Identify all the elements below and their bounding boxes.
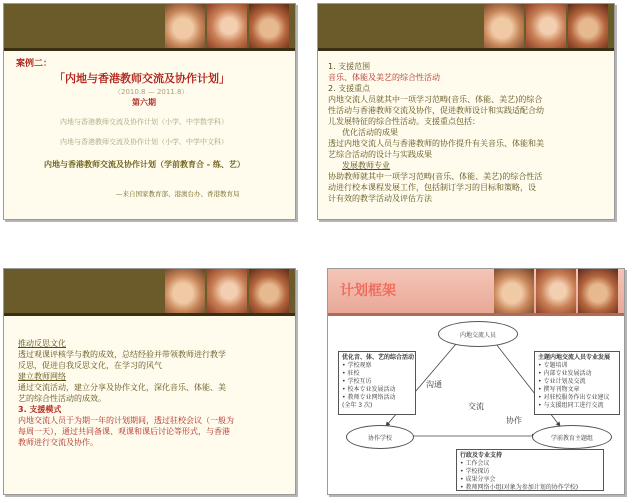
- subheading: 发展教师专业: [342, 161, 390, 170]
- text-line: 音乐、体能及美艺的综合性活动: [328, 73, 440, 82]
- text-line: 艺综合活动的设计与实践成果: [328, 150, 432, 159]
- hands-photo: [207, 269, 247, 313]
- text-line: 每周一天），通过共同备课、观课和课后讨论等形式，与香港: [18, 427, 230, 436]
- text-line: 性活动与香港教师交流及协作，促进教师设计和实践适配合幼: [328, 106, 544, 115]
- hands-photo: [536, 269, 576, 313]
- box-item: • 工作会议: [460, 460, 490, 467]
- hands-photo-strip: [484, 4, 608, 48]
- box-item: (全年 3 次): [342, 402, 373, 409]
- case-label: 案例二：: [16, 59, 53, 69]
- box-item: • 撰写刊物文章: [538, 386, 580, 393]
- box-item: • 专题培训: [538, 362, 568, 369]
- phase-label: 第六期: [132, 98, 156, 107]
- program-line: 内地与香港教师交流及协作计划（小学、中学数学科）: [60, 118, 228, 126]
- hands-photo: [494, 269, 534, 313]
- box-title: 行政及专业支持: [460, 452, 503, 459]
- box-title: 主题内地交流人员专业发展: [538, 354, 611, 361]
- hands-photo-strip: [165, 269, 289, 313]
- slide-4[interactable]: [327, 268, 625, 495]
- subheading: 推动反思文化: [18, 339, 66, 348]
- credit-line: —来自国家教育部、港澳台办、香港教育局: [116, 190, 240, 198]
- slide-title: 计划框架: [340, 283, 396, 299]
- box-item: • 与支援组同工进行交流: [538, 402, 604, 409]
- hands-photo: [484, 4, 524, 48]
- text-line: 协助教师就其中一项学习范畴(音乐、体能、美艺)的综合性活: [328, 172, 543, 181]
- hands-photo-strip: [494, 269, 618, 313]
- box-item: • 驻校: [342, 370, 360, 377]
- box-admin-support: [456, 449, 604, 491]
- box-integrated-activities: [338, 351, 416, 415]
- box-item: • 成果分享会: [460, 476, 496, 483]
- date-range: （2010.8 — 2011.8）: [114, 88, 189, 96]
- node-exchange-staff: 内地交流人员: [438, 321, 518, 347]
- slide-title: 「内地与香港教师交流及协作计划」: [54, 72, 230, 85]
- text-line: 透过内地交流人员与香港教师的协作提升有关音乐、体能和美: [328, 139, 544, 148]
- hands-photo: [165, 269, 205, 313]
- box-item: • 学校互访: [342, 378, 372, 385]
- slide-body: [4, 316, 295, 494]
- node-partner-school: 协作学校: [346, 425, 414, 449]
- text-line: 透过观课评核学与教的成效，总结经验并带领教师进行教学: [18, 350, 226, 359]
- program-highlight: 内地与香港教师交流及协作计划（学前教育合 - 练、艺）: [44, 160, 245, 169]
- hands-photo: [207, 4, 247, 48]
- hands-photo: [568, 4, 608, 48]
- box-item: • 教师专业网络活动: [342, 394, 396, 401]
- text-line: 内地交流人员于为期一年的计划期间，透过驻校会议（一般为: [18, 416, 234, 425]
- edge-label-collab: 协作: [506, 416, 522, 425]
- text-line: 儿发展特征的综合性活动。支援重点包括：: [328, 117, 480, 126]
- box-item: • 教师网络小组(对象为参加计划的协作学校): [460, 484, 579, 491]
- box-item: • 校本专业发展活动: [342, 386, 396, 393]
- slide-body: [4, 51, 295, 219]
- subheading: 建立教师网络: [18, 372, 66, 381]
- box-item: • 学校探访: [460, 468, 490, 475]
- node-preschool-team: 学前教育主题组: [532, 425, 612, 449]
- slide-3[interactable]: [3, 268, 296, 495]
- text-line: 艺的综合性活动的成效。: [18, 394, 106, 403]
- hands-photo: [526, 4, 566, 48]
- hands-photo: [249, 4, 289, 48]
- section-heading: 1. 支援范围: [328, 62, 371, 71]
- slide-body: [318, 51, 614, 219]
- text-line: 计有效的教学活动及评估方法: [328, 194, 432, 203]
- hands-photo: [249, 269, 289, 313]
- section-heading: 3. 支援模式: [18, 405, 62, 414]
- box-item: • 内部专业发展活动: [538, 370, 592, 377]
- subheading: 优化活动的成果: [342, 128, 398, 137]
- box-title: 优化音、体、艺的综合活动: [342, 354, 415, 361]
- box-professional-development: [534, 351, 620, 415]
- box-item: • 学校观察: [342, 362, 372, 369]
- text-line: 反思，促进自我反思文化，在学习的风气: [18, 361, 162, 370]
- hands-photo: [578, 269, 618, 313]
- text-line: 通过交流活动，建立分享及协作文化，深化音乐、体能、美: [18, 383, 226, 392]
- hands-photo: [165, 4, 205, 48]
- box-item: • 专业计划及交流: [538, 378, 586, 385]
- edge-label-exchange: 沟通: [426, 380, 442, 389]
- edge-label-talk: 交流: [468, 402, 484, 411]
- text-line: 动进行校本课程发展工作，包括制订学习的目标和策略，设: [328, 183, 536, 192]
- program-line: 内地与香港教师交流及协作计划（小学、中学中文科）: [60, 138, 228, 146]
- box-item: • 对驻校服务作出专业建议: [538, 394, 610, 401]
- text-line: 教师进行交流及协作。: [18, 438, 98, 447]
- section-heading: 2. 支援重点: [328, 84, 371, 93]
- slide-2[interactable]: [317, 3, 615, 220]
- text-line: 内地交流人员就其中一项学习范畴(音乐、体能、美艺)的综合: [328, 95, 543, 104]
- hands-photo-strip: [165, 4, 289, 48]
- slide-1[interactable]: [3, 3, 296, 220]
